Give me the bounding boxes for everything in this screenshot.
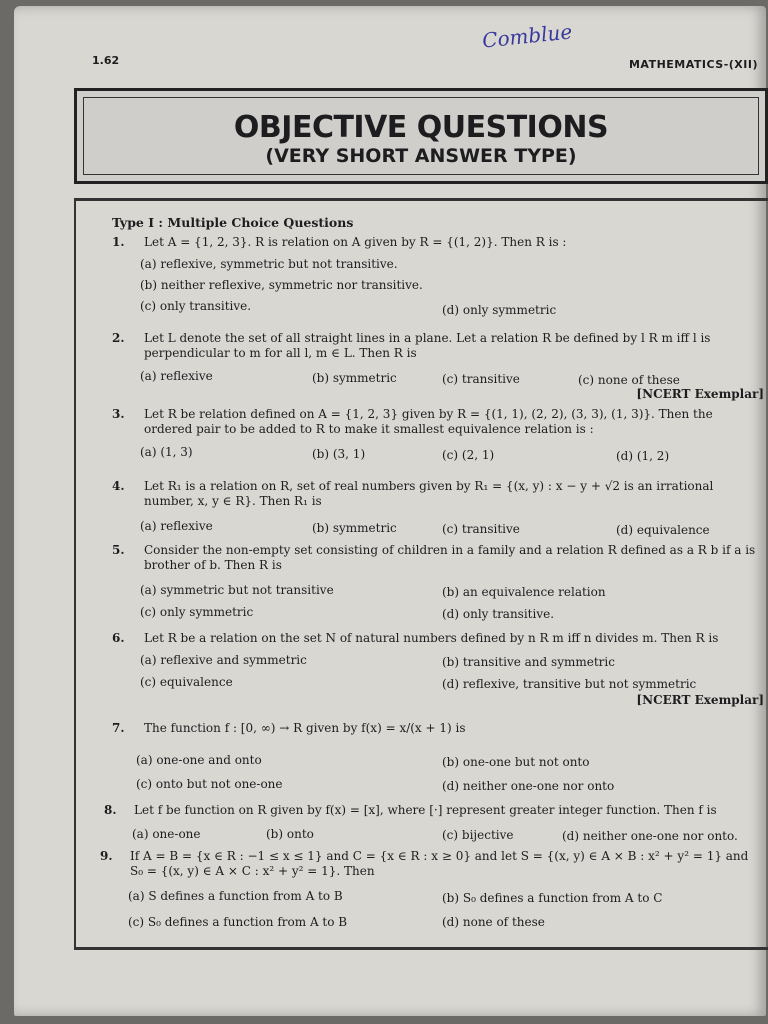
option-a: (a) reflexive and symmetric (140, 653, 307, 667)
option-d: (d) only transitive. (442, 607, 555, 621)
option-c: (c) S₀ defines a function from A to B (128, 915, 348, 929)
question-text: Consider the non-empty set consisting of children in a family and a relation R defined as a R b if a is brother of b. Then R is (144, 543, 756, 572)
question-text: Let R be a relation on the set N of natural numbers defined by n R m iff n divides m. Then R is (144, 631, 719, 645)
question-number: 3. (112, 407, 125, 421)
book-page (14, 6, 766, 1016)
question-number: 2. (112, 331, 125, 345)
option-c: (c) only symmetric (140, 605, 254, 619)
page-title: OBJECTIVE QUESTIONS (233, 110, 609, 145)
option-b: (b) transitive and symmetric (442, 655, 615, 669)
source-reference: [NCERT Exemplar] (636, 387, 764, 401)
page-number: 1.62 (92, 54, 120, 67)
option-d: (c) none of these (578, 373, 680, 387)
option-a: (a) reflexive (140, 369, 213, 383)
question-number: 4. (112, 479, 125, 493)
option-a: (a) symmetric but not transitive (140, 583, 334, 597)
question-text: If A = B = {x ∈ R : −1 ≤ x ≤ 1} and C = {x ∈ R : x ≥ 0} and let S = {(x, y) ∈ A × B : x² + y² = 1} and S₀ = {(x, y) ∈ A × C : x² + y² = 1}. Then (130, 849, 749, 878)
option-b: (b) neither reflexive, symmetric nor transitive. (140, 278, 423, 292)
option-c: (c) only transitive. (140, 299, 252, 313)
option-b: (b) S₀ defines a function from A to C (442, 891, 663, 905)
option-b: (b) symmetric (312, 371, 397, 385)
option-a: (a) reflexive, symmetric but not transitive. (140, 257, 398, 271)
question-text: Let R₁ is a relation on R, set of real numbers given by R₁ = {(x, y) : x − y + √2 is an irrational number, x, y ∈ R}. Then R₁ is (144, 479, 714, 508)
page-subtitle: (VERY SHORT ANSWER TYPE) (265, 145, 577, 167)
question-text: Let L denote the set of all straight lines in a plane. Let a relation R be defined by l R m iff l is perpendicular to m for all l, m ∈ L. Then R is (144, 331, 711, 360)
option-a: (a) S defines a function from A to B (128, 889, 343, 903)
option-a: (a) reflexive (140, 519, 213, 533)
option-b: (b) (3, 1) (312, 447, 366, 461)
title-inner-frame (83, 97, 759, 175)
question-number: 8. (104, 803, 117, 817)
option-a: (a) one-one and onto (136, 753, 262, 767)
option-d: (d) equivalence (616, 523, 710, 537)
questions-box (74, 198, 768, 950)
title-box (74, 88, 768, 184)
question-text: The function f : [0, ∞) → R given by f(x) = x/(x + 1) is (144, 721, 466, 735)
option-b: (b) onto (266, 827, 314, 841)
option-b: (b) an equivalence relation (442, 585, 606, 599)
subject-title: MATHEMATICS-(XII) (628, 58, 758, 71)
option-b: (b) one-one but not onto (442, 755, 590, 769)
option-c: (c) onto but not one-one (136, 777, 283, 791)
question-text: Let f be function on R given by f(x) = [x], where [·] represent greater integer function. Then f is (134, 803, 717, 817)
option-c: (c) bijective (442, 828, 514, 842)
option-d: (d) (1, 2) (616, 449, 670, 463)
question-number: 5. (112, 543, 125, 557)
option-c: (c) equivalence (140, 675, 233, 689)
option-d: (d) only symmetric (442, 303, 557, 317)
option-d: (d) reflexive, transitive but not symmetric (442, 677, 697, 691)
question-number: 7. (112, 721, 125, 735)
question-number: 1. (112, 235, 125, 249)
option-c: (c) transitive (442, 522, 520, 536)
option-d: (d) none of these (442, 915, 545, 929)
section-heading: Type I : Multiple Choice Questions (112, 215, 354, 230)
option-d: (d) neither one-one nor onto. (562, 829, 738, 843)
option-a: (a) one-one (132, 827, 201, 841)
page-header (92, 50, 758, 80)
option-a: (a) (1, 3) (140, 445, 193, 459)
option-b: (b) symmetric (312, 521, 397, 535)
option-c: (c) transitive (442, 372, 520, 386)
question-text: Let A = {1, 2, 3}. R is relation on A given by R = {(1, 2)}. Then R is : (144, 235, 567, 249)
source-reference: [NCERT Exemplar] (636, 693, 764, 707)
option-d: (d) neither one-one nor onto (442, 779, 615, 793)
handwritten-note: Comblue (480, 19, 574, 53)
question-number: 6. (112, 631, 125, 645)
question-number: 9. (100, 849, 113, 863)
option-c: (c) (2, 1) (442, 448, 495, 462)
question-text: Let R be relation defined on A = {1, 2, 3} given by R = {(1, 1), (2, 2), (3, 3), (1, 3)}. Then the ordered pair to be added to R to make it smallest equivalence relation is : (144, 407, 713, 436)
